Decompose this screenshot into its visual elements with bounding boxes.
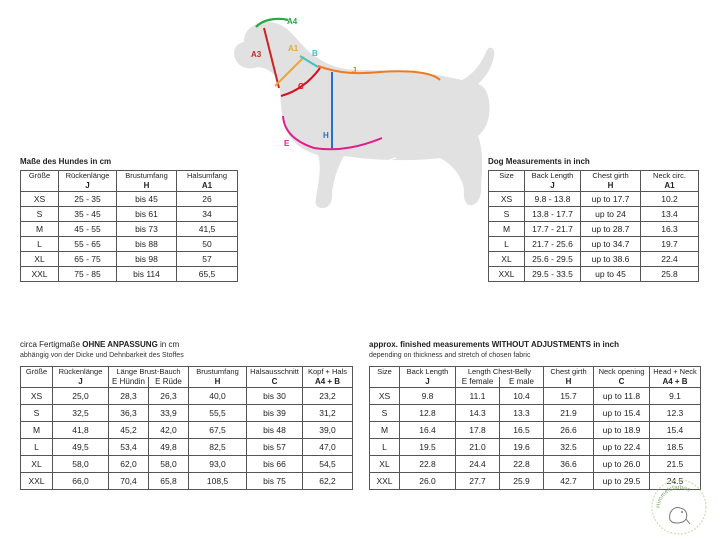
table-cell: 25.6 - 29.5 [525,252,581,267]
size-cell: XXL [370,473,400,490]
table-row [21,207,238,222]
table-header-row [370,367,701,378]
de-finished-table-subtitle: abhängig von der Dicke und Dehnbarkeit des Stoffes [20,352,184,359]
table-cell: bis 39 [247,405,303,422]
header-cell: Brustumfang [189,367,247,378]
table-cell: 13.3 [500,405,544,422]
table-cell: 19.7 [641,237,699,252]
de-finished-table-title [20,340,179,349]
table-cell: up to 18.9 [594,422,650,439]
table-row [489,207,699,222]
table-cell: 11.1 [456,388,500,405]
table-cell: 10.4 [500,388,544,405]
table-cell: 29.5 - 33.5 [525,267,581,282]
table-header-row [21,171,238,182]
table-cell: 26.6 [544,422,594,439]
symbol-cell: E female [456,377,500,388]
symbol-cell: E male [500,377,544,388]
table-cell: 22.4 [641,252,699,267]
table-cell: 23,2 [303,388,353,405]
en-finished-measurements-table [369,366,701,490]
svg-text:Himmelsfarben [656,485,691,508]
en-finished-table-subtitle: depending on thickness and stretch of chosen fabric [369,352,531,359]
symbol-cell: H [581,181,641,192]
table-cell: 17.8 [456,422,500,439]
table-cell: bis 61 [117,207,177,222]
title-emphasis: OHNE ANPASSUNG [82,340,158,349]
table-cell: 66,0 [53,473,109,490]
size-cell: XS [21,192,59,207]
table-header-row [489,171,699,182]
a4-label: A4 [287,17,298,26]
table-row [21,192,238,207]
table-cell: 36.6 [544,456,594,473]
logo-text: Himmelsfarben [655,484,692,509]
table-row [489,252,699,267]
table-row [489,222,699,237]
table-cell: 32,5 [53,405,109,422]
table-row [21,252,238,267]
table-cell: 34 [177,207,238,222]
table-cell: 16.5 [500,422,544,439]
table-cell: 35 - 45 [59,207,117,222]
table-cell: bis 45 [117,192,177,207]
size-cell: L [489,237,525,252]
en-dog-measurements-table [488,170,699,282]
table-cell: 65,5 [177,267,238,282]
symbol-cell: J [53,377,109,388]
header-cell: Neck opening [594,367,650,378]
size-cell: XXL [489,267,525,282]
table-cell: 42,0 [149,422,189,439]
table-cell: 49,5 [53,439,109,456]
size-cell: S [21,207,59,222]
table-cell: 19.6 [500,439,544,456]
table-cell: up to 38.6 [581,252,641,267]
table-cell: 21.9 [544,405,594,422]
table-cell: 17.7 - 21.7 [525,222,581,237]
table-cell: 47,0 [303,439,353,456]
table-cell: 31,2 [303,405,353,422]
table-cell: 9.8 - 13.8 [525,192,581,207]
table-cell: up to 15.4 [594,405,650,422]
symbol-cell: E Hündin [109,377,149,388]
table-cell: 62,0 [109,456,149,473]
table-cell: 26.0 [400,473,456,490]
symbol-cell: E Rüde [149,377,189,388]
table-cell: 21.7 - 25.6 [525,237,581,252]
size-cell: XL [489,252,525,267]
header-cell: Größe [21,171,59,192]
table-cell: up to 34.7 [581,237,641,252]
title-part: in cm [157,340,180,349]
table-cell: 65 - 75 [59,252,117,267]
de-dog-measurements-table [20,170,238,282]
table-row [21,439,353,456]
table-cell: 19.5 [400,439,456,456]
table-cell: 57 [177,252,238,267]
c-label: C [298,82,304,91]
symbol-cell: A1 [641,181,699,192]
table-cell: 40,0 [189,388,247,405]
table-cell: 21.0 [456,439,500,456]
table-cell: 27.7 [456,473,500,490]
table-cell: 62,2 [303,473,353,490]
size-cell: L [370,439,400,456]
table-cell: 25.8 [641,267,699,282]
header-cell: Halsausschnitt [247,367,303,378]
table-row [21,388,353,405]
table-cell: 93,0 [189,456,247,473]
table-cell: 14.3 [456,405,500,422]
table-cell: 41,5 [177,222,238,237]
size-cell: XS [21,388,53,405]
table-row [370,405,701,422]
table-cell: 70,4 [109,473,149,490]
table-cell: 49,8 [149,439,189,456]
title-part: in inch [590,340,619,349]
table-cell: 12.8 [400,405,456,422]
table-cell: 108,5 [189,473,247,490]
table-cell: up to 22.4 [594,439,650,456]
size-cell: XL [370,456,400,473]
table-cell: bis 48 [247,422,303,439]
size-cell: XXL [21,473,53,490]
table-cell: 26,3 [149,388,189,405]
table-cell: 22.8 [500,456,544,473]
table-cell: bis 114 [117,267,177,282]
table-cell: 67,5 [189,422,247,439]
header-cell: Head + Neck [650,367,701,378]
dog-silhouette [234,22,494,208]
table-symbol-row [370,377,701,388]
header-cell: Länge Brust-Bauch [109,367,189,378]
table-row [370,422,701,439]
table-cell: 55,5 [189,405,247,422]
table-cell: 58,0 [53,456,109,473]
en-finished-table-title [369,340,619,349]
table-cell: 9.8 [400,388,456,405]
a1-label: A1 [288,44,299,53]
table-cell: bis 98 [117,252,177,267]
table-row [370,456,701,473]
symbol-cell: C [594,377,650,388]
table-cell: 45 - 55 [59,222,117,237]
table-row [370,388,701,405]
symbol-cell: H [544,377,594,388]
symbol-cell: H [189,377,247,388]
table-row [370,439,701,456]
size-cell: XL [21,456,53,473]
table-cell: 16.3 [641,222,699,237]
table-cell: up to 26.0 [594,456,650,473]
table-cell: 75 - 85 [59,267,117,282]
j-label: J [352,66,357,75]
table-cell: up to 45 [581,267,641,282]
table-cell: 25.9 [500,473,544,490]
table-cell: 45,2 [109,422,149,439]
table-cell: up to 11.8 [594,388,650,405]
size-cell: L [21,237,59,252]
b-label: B [312,49,318,58]
table-cell: bis 75 [247,473,303,490]
table-cell: 53,4 [109,439,149,456]
table-cell: 22.8 [400,456,456,473]
table-cell: up to 17.7 [581,192,641,207]
table-cell: bis 57 [247,439,303,456]
table-cell: bis 66 [247,456,303,473]
table-cell: 65,8 [149,473,189,490]
table-cell: 50 [177,237,238,252]
table-row [489,267,699,282]
symbol-cell: J [525,181,581,192]
table-cell: 25,0 [53,388,109,405]
table-cell: up to 24 [581,207,641,222]
size-cell: XS [489,192,525,207]
title-part: circa Fertigmaße [20,340,83,349]
size-cell: S [21,405,53,422]
size-cell: L [21,439,53,456]
table-cell: 9.1 [650,388,701,405]
table-cell: 26 [177,192,238,207]
title-emphasis: WITHOUT ADJUSTMENTS [491,340,591,349]
table-header-row [21,367,353,378]
h-label: H [323,131,329,140]
header-cell: Back Length [525,171,581,182]
table-cell: 18.5 [650,439,701,456]
symbol-cell: A4 + B [650,377,701,388]
table-cell: 39,0 [303,422,353,439]
table-row [21,267,238,282]
table-row [21,222,238,237]
size-cell: S [370,405,400,422]
table-cell: 32.5 [544,439,594,456]
table-cell: 42.7 [544,473,594,490]
table-cell: bis 30 [247,388,303,405]
symbol-cell: A1 [177,181,238,192]
de-finished-measurements-table [20,366,353,490]
table-cell: 15.7 [544,388,594,405]
size-cell: M [21,422,53,439]
table-cell: 13.8 - 17.7 [525,207,581,222]
header-cell: Rückenlänge [53,367,109,378]
symbol-cell: C [247,377,303,388]
table-cell: 28,3 [109,388,149,405]
table-row [21,473,353,490]
table-cell: 16.4 [400,422,456,439]
table-row [489,237,699,252]
table-row [21,237,238,252]
table-row [21,422,353,439]
header-cell: Größe [21,367,53,388]
header-cell: Kopf + Hals [303,367,353,378]
size-cell: XS [370,388,400,405]
table-cell: 41,8 [53,422,109,439]
table-symbol-row [21,377,353,388]
symbol-cell: J [59,181,117,192]
en-dog-table-title: Dog Measurements in inch [488,157,590,166]
symbol-cell: A4 + B [303,377,353,388]
header-cell: Size [489,171,525,192]
table-row [21,405,353,422]
table-cell: bis 88 [117,237,177,252]
table-cell: 58,0 [149,456,189,473]
size-cell: S [489,207,525,222]
title-part: approx. finished measurements [369,340,492,349]
table-cell: 25 - 35 [59,192,117,207]
size-cell: XXL [21,267,59,282]
header-cell: Length Chest-Belly [456,367,544,378]
table-cell: 33,9 [149,405,189,422]
header-cell: Brustumfang [117,171,177,182]
size-cell: M [489,222,525,237]
table-cell: 24.4 [456,456,500,473]
size-cell: M [21,222,59,237]
size-cell: M [370,422,400,439]
header-cell: Halsumfang [177,171,238,182]
a3-label: A3 [251,50,262,59]
de-dog-table-title: Maße des Hundes in cm [20,157,112,166]
header-cell: Size [370,367,400,388]
table-cell: 24.5 [650,473,701,490]
size-cell: XL [21,252,59,267]
table-cell: 10.2 [641,192,699,207]
brand-logo-icon [650,478,708,536]
e-label: E [284,139,290,148]
table-cell: 82,5 [189,439,247,456]
header-cell: Neck circ. [641,171,699,182]
table-cell: 55 - 65 [59,237,117,252]
header-cell: Chest girth [581,171,641,182]
table-cell: 21.5 [650,456,701,473]
symbol-cell: J [400,377,456,388]
header-cell: Chest girth [544,367,594,378]
header-cell: Back Length [400,367,456,378]
table-row [21,456,353,473]
header-cell: Rückenlänge [59,171,117,182]
table-cell: up to 29.5 [594,473,650,490]
table-cell: 13.4 [641,207,699,222]
table-cell: 15.4 [650,422,701,439]
table-cell: bis 73 [117,222,177,237]
table-cell: 12.3 [650,405,701,422]
table-cell: 54,5 [303,456,353,473]
symbol-cell: H [117,181,177,192]
table-cell: up to 28.7 [581,222,641,237]
table-cell: 36,3 [109,405,149,422]
table-row [489,192,699,207]
